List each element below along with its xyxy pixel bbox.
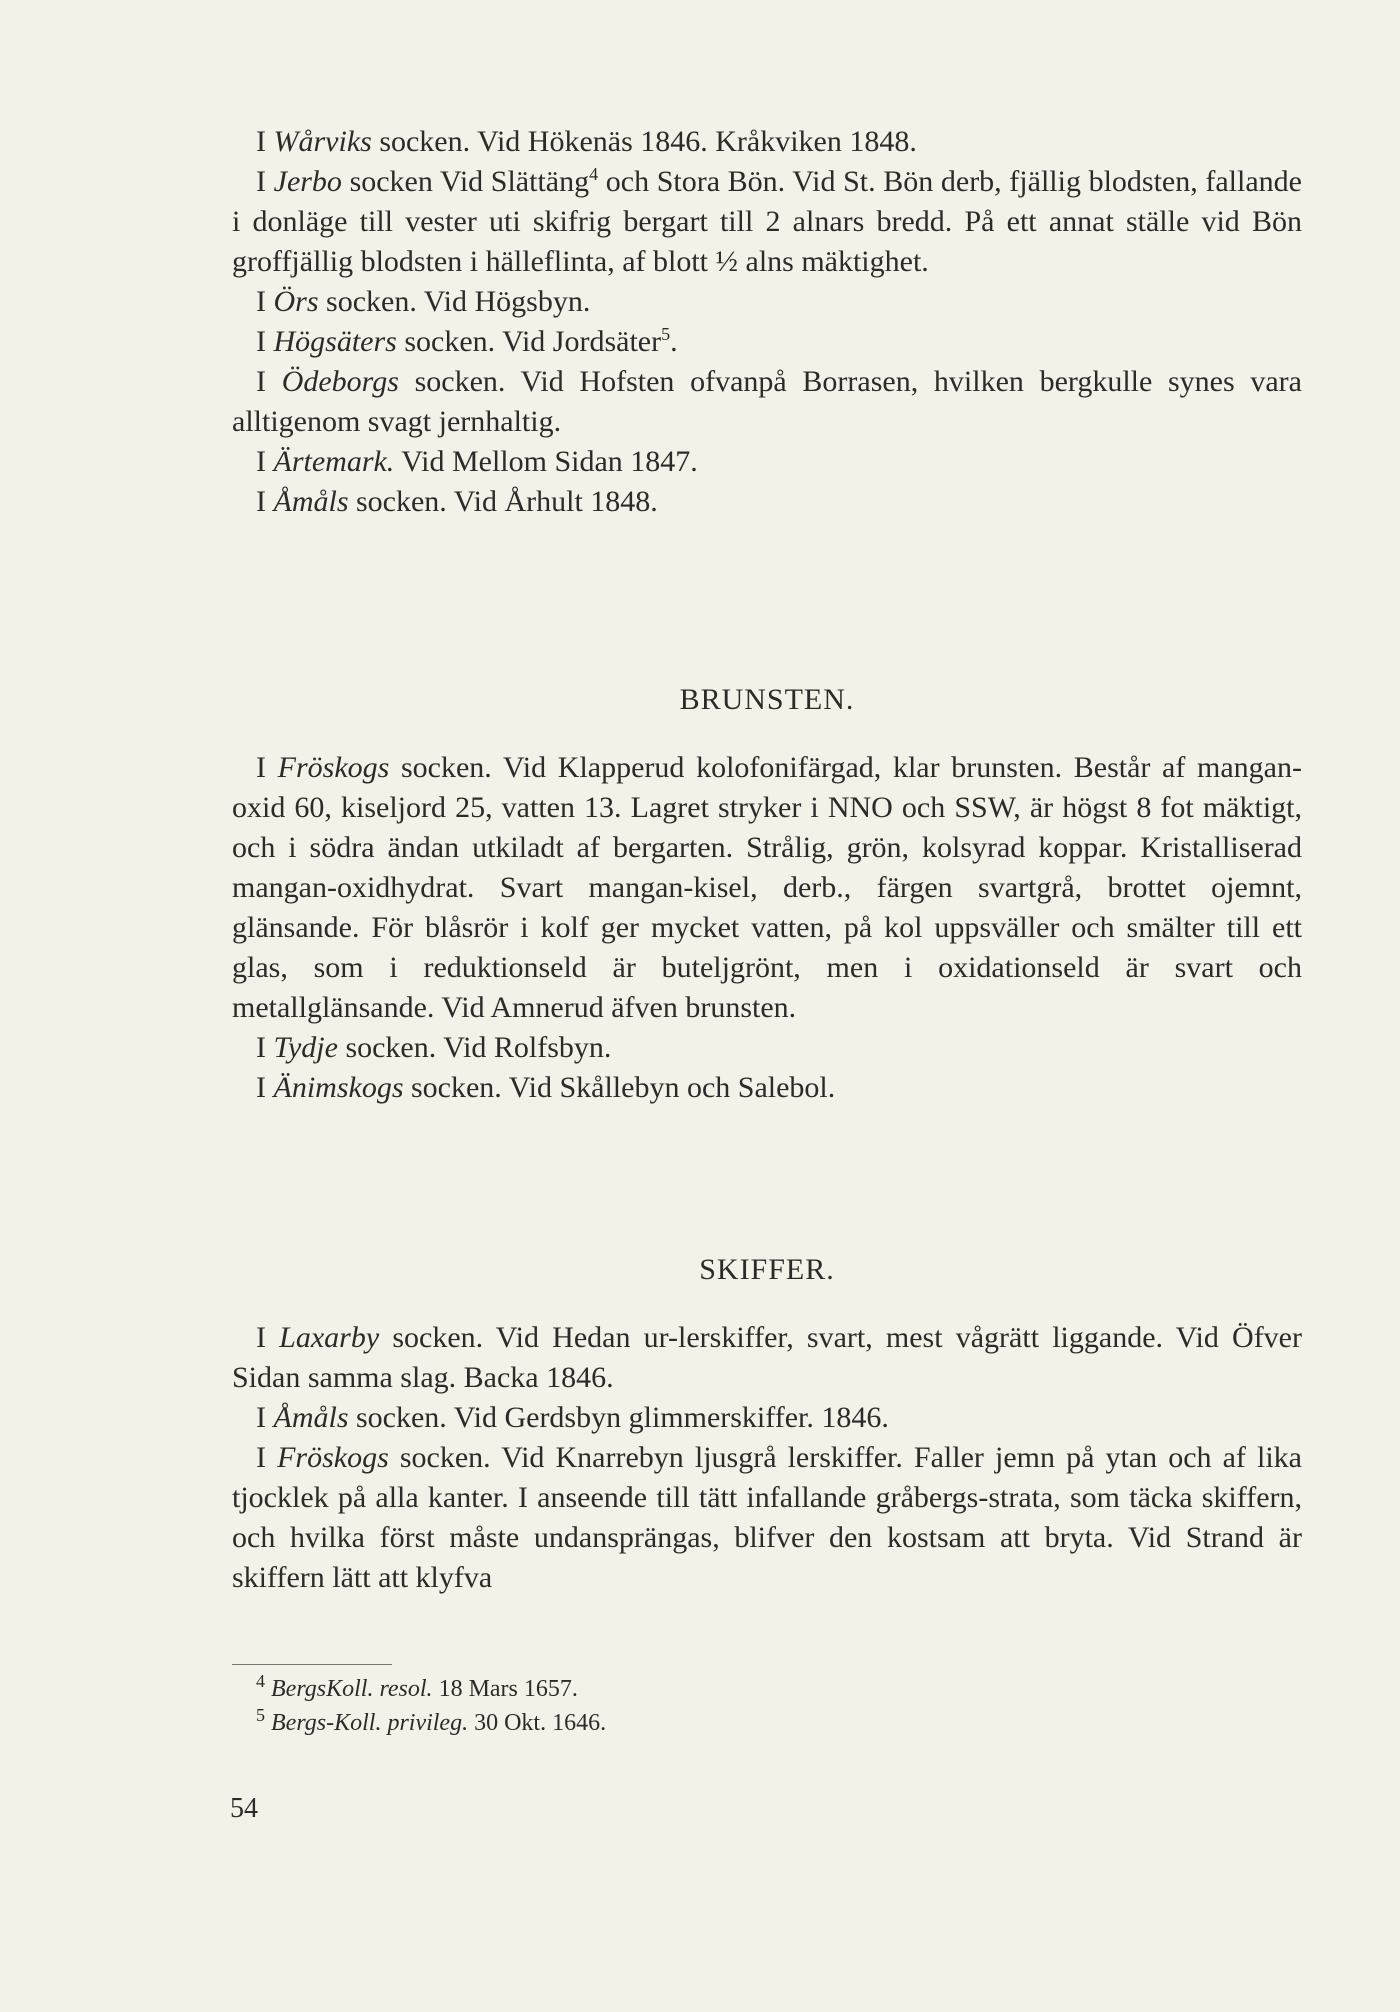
entry-froskogs-skiffer: I Fröskogs socken. Vid Knarrebyn ljusgrå lerskiffer. Faller jemn på ytan och af lika tjocklek på alla kanter. I anseende till tätt infallande gråbergs-strata, som täcka skiffern, och hvilka först måste undansprängas, blifver den kostsam att bryta. Vid Strand är skiffern lätt att klyfva xyxy=(232,1441,1302,1594)
section-brunsten-entries xyxy=(232,748,1302,1108)
heading-brunsten: BRUNSTEN. xyxy=(679,683,855,716)
entry-odeborgs: I Ödeborgs socken. Vid Hofsten ofvanpå Borrasen, hvilken bergkulle synes vara alltigenom svagt jernhaltig. xyxy=(232,365,1302,438)
entry-amals-skiffer: I Åmåls socken. Vid Gerdsbyn glimmerskiffer. 1846. xyxy=(256,1401,889,1434)
place-name: Åmåls xyxy=(273,485,349,518)
heading-skiffer: SKIFFER. xyxy=(699,1253,835,1286)
page-number: 54 xyxy=(230,1793,258,1824)
entry-jerbo: I Jerbo socken Vid Slättäng$^4$ och Stora Bön. Vid St. Bön derb, fjällig blodsten, fallande i donläge till vester uti skifrig bergart till 2 alnars bredd. På ett annat ställe vid Bön groffjällig blodsten i hälleflinta, af blott ½ alns mäktighet. xyxy=(232,164,1302,278)
footnote-divider xyxy=(232,1664,392,1665)
place-name: Ärtemark. xyxy=(273,445,395,478)
place-name: Ödeborgs xyxy=(281,365,399,398)
place-name: Fröskogs xyxy=(277,751,390,784)
entry-froskogs: I Fröskogs socken. Vid Klapperud kolofonifärgad, klar brunsten. Består af mangan-oxid 60, kiseljord 25, vatten 13. Lagret stryker i NNO och SSW, är högst 8 fot mäktigt, och i södra ändan utkiladt af bergarten. Strålig, grön, kolsyrad koppar. Kristalliserad mangan-oxidhydrat. Svart mangan-kisel, derb., färgen svartgrå, brottet ojemnt, glänsande. För blåsrör i kolf ger mycket vatten, på kol uppsväller och smälter till ett glas, som i reduktionseld är buteljgrönt, men i oxidationseld är svart och metallglänsande. Vid Amnerud äfven brunsten. xyxy=(232,751,1302,1024)
place-name: Tydje xyxy=(273,1031,338,1064)
section-blodsten-entries xyxy=(232,122,1302,522)
place-name: Högsäters xyxy=(273,325,397,358)
entry-artemark: I Ärtemark. Vid Mellom Sidan 1847. xyxy=(256,445,698,478)
footnote-4: $^4$ BergsKoll. resol. 18 Mars 1657. xyxy=(256,1671,578,1702)
entry-laxarby: I Laxarby socken. Vid Hedan ur-lerskiffer, svart, mest vågrätt liggande. Vid Öfver Sidan samma slag. Backa 1846. xyxy=(232,1321,1302,1394)
entry-animskogs: I Änimskogs socken. Vid Skållebyn och Salebol. xyxy=(256,1071,836,1104)
section-skiffer-entries xyxy=(232,1318,1302,1598)
place-name: Laxarby xyxy=(279,1321,380,1354)
footnote-ref: 5 xyxy=(661,324,671,344)
footnotes xyxy=(256,1672,1156,1740)
place-name: Åmåls xyxy=(273,1401,349,1434)
footnote-5: $^5$ Bergs-Koll. privileg. 30 Okt. 1646. xyxy=(256,1705,607,1736)
place-name: Änimskogs xyxy=(273,1071,404,1104)
place-name: Jerbo xyxy=(273,165,342,198)
entry-hogsaters: I Högsäters socken. Vid Jordsäter$^5$. xyxy=(256,324,678,358)
entry-warviks: I Wårviks socken. Vid Hökenäs 1846. Kråkviken 1848. xyxy=(256,125,917,158)
place-name: Fröskogs xyxy=(277,1441,389,1474)
place-name: Örs xyxy=(273,285,319,318)
entry-tydje: I Tydje socken. Vid Rolfsbyn. xyxy=(256,1031,612,1064)
footnote-ref: 4 xyxy=(589,164,599,184)
entry-ors: I Örs socken. Vid Högsbyn. xyxy=(256,285,591,318)
entry-amals: I Åmåls socken. Vid Århult 1848. xyxy=(256,485,658,518)
place-name: Wårviks xyxy=(273,125,372,158)
